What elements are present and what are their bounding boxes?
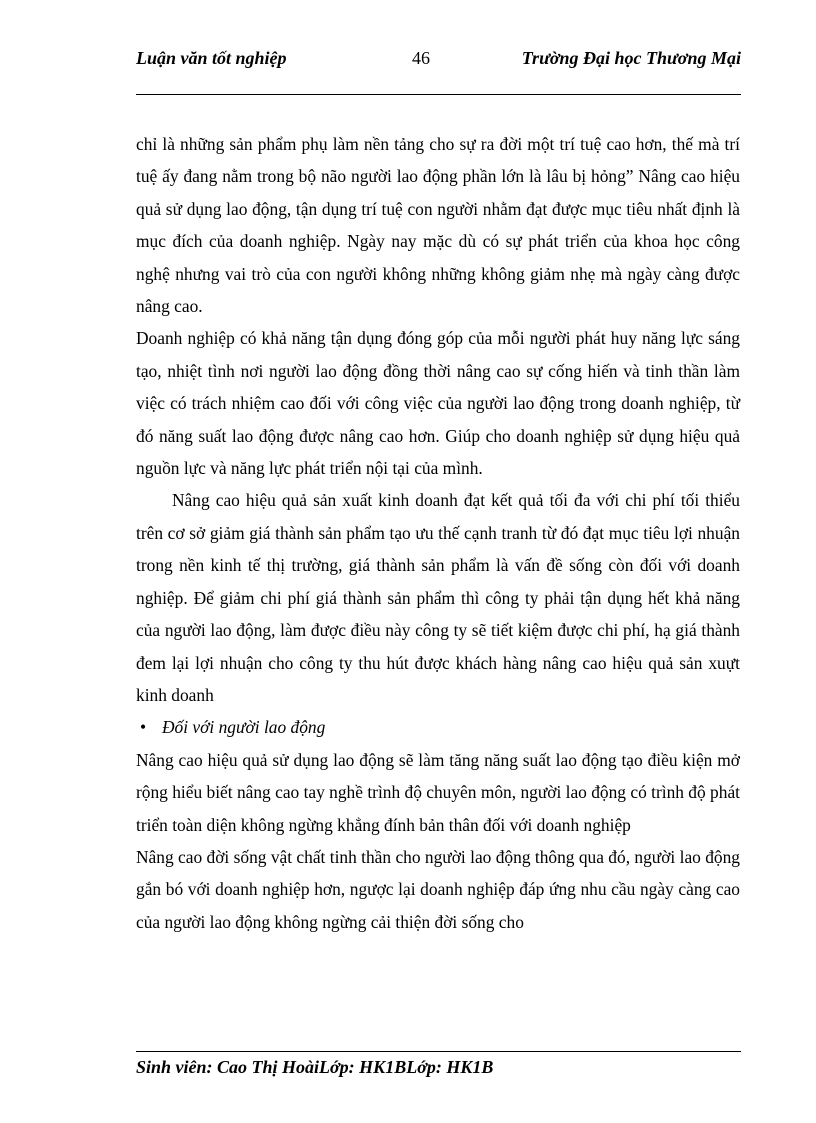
paragraph-1: chỉ là những sản phẩm phụ làm nền tảng cho sự ra đời một trí tuệ cao hơn, thế mà trí tuệ ấy đang nằm trong bộ não người lao động phần lớn là lâu bị hỏng” Nâng cao hiệu quả sử dụng lao động, tận dụng trí tuệ con người nhằm đạt được mục tiêu nhất định là mục đích của doanh nghiệp. Ngày nay mặc dù có sự phát triển của khoa học công nghệ nhưng vai trò của con người không những không giảm nhẹ mà ngày càng được nâng cao. [136, 134, 740, 317]
paragraph-5: Nâng cao đời sống vật chất tinh thần cho người lao động thông qua đó, người lao động gắn bó với doanh nghiệp hơn, ngược lại doanh nghiệp đáp ứng nhu cầu ngày càng cao của người lao động không ngừng cải thiện đời sống cho [136, 846, 740, 932]
paragraph-3: Nâng cao hiệu quả sản xuất kinh doanh đạt kết quả tối đa với chi phí tối thiểu trên cơ sở giảm giá thành sản phẩm tạo ưu thế cạnh tranh từ đó đạt mục tiêu lợi nhuận trong nền kinh tế thị trường, giá thành sản phẩm là vấn đề sống còn đối với doanh nghiệp. Để giảm chi phí giá thành sản phẩm thì công ty phải tận dụng hết khả năng của người lao động, làm được điều này công ty sẽ tiết kiệm được chi phí, hạ giá thành đem lại lợi nhuận cho công ty thu hút được khách hàng nâng cao hiệu quả sản xuựt kinh doanh [136, 490, 740, 705]
header-thesis-label: Luận văn tốt nghiệp [136, 48, 287, 68]
header-divider [136, 94, 741, 95]
page-footer: Sinh viên: Cao Thị HoàiLớp: HK1BLớp: HK1B [136, 1057, 494, 1077]
bullet-dot-icon: • [140, 717, 147, 738]
body-text [136, 128, 740, 938]
bullet-item [136, 711, 740, 743]
page-header [136, 48, 741, 74]
paragraph-2: Doanh nghiệp có khả năng tận dụng đóng góp của mỗi người phát huy năng lực sáng tạo, nhiệt tình nơi người lao động đồng thời nâng cao sự cống hiến và tinh thần làm việc có trách nhiệm cao đối với công việc của người lao động trong doanh nghiệp, từ đó năng suất lao động được nâng cao hơn. Giúp cho doanh nghiệp sử dụng hiệu quả nguồn lực và năng lực phát triển nội tại của mình. [136, 328, 740, 479]
bullet-text: Đối với người lao động [162, 717, 326, 738]
page-number: 46 [412, 48, 430, 68]
header-university-name: Trường Đại học Thương Mại [521, 48, 741, 68]
footer-divider [136, 1051, 741, 1052]
paragraph-4: Nâng cao hiệu quả sử dụng lao động sẽ làm tăng năng suất lao động tạo điều kiện mở rộng hiểu biết nâng cao tay nghề trình độ chuyên môn, người lao động có trình độ phát triển toàn diện không ngừng khẳng đính bản thân đối với doanh nghiệp [136, 749, 740, 835]
